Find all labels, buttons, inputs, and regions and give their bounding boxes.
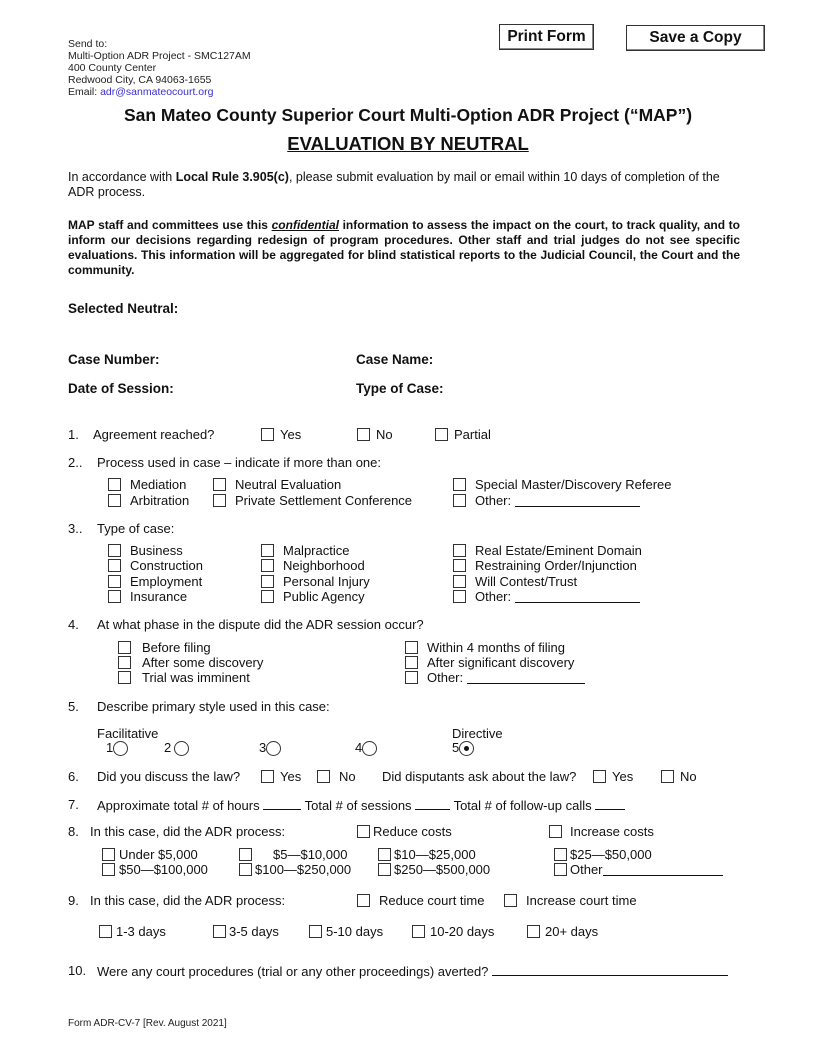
checkbox[interactable] [527, 925, 540, 938]
option-label: Personal Injury [283, 574, 370, 589]
q9-reduce-court-time[interactable] [357, 893, 485, 908]
hours-blank[interactable] [263, 797, 301, 810]
checkbox[interactable] [213, 478, 226, 491]
option-label: Yes [612, 769, 634, 784]
q9-days-5-10[interactable] [309, 924, 383, 939]
option-label: Before filing [142, 640, 211, 655]
q5-text: Describe primary style used in this case: [97, 699, 330, 714]
checkbox[interactable] [453, 544, 466, 557]
option-label: No [680, 769, 697, 784]
option-label: Other: [475, 589, 512, 604]
q8-number: 8. [68, 824, 79, 839]
q1-text: Agreement reached? [93, 427, 215, 442]
q3-text: Type of case: [97, 521, 175, 536]
checkbox[interactable] [357, 894, 370, 907]
q3-option-real-estate[interactable] [453, 543, 642, 558]
checkbox[interactable] [239, 848, 252, 861]
option-label: Public Agency [283, 589, 365, 604]
q6-ask-yes[interactable] [593, 769, 633, 784]
q3-option-restraining-order[interactable] [453, 558, 637, 573]
option-label: Trial was imminent [142, 670, 250, 685]
checkbox[interactable] [118, 641, 131, 654]
q9-increase-court-time[interactable] [504, 893, 637, 908]
checkbox[interactable] [239, 863, 252, 876]
option-label: No [339, 769, 356, 784]
checkbox[interactable] [102, 863, 115, 876]
q2-other-blank[interactable] [515, 494, 640, 507]
option-label: Increase costs [570, 824, 654, 839]
radio-button[interactable] [174, 741, 189, 756]
style-option-1[interactable] [106, 740, 128, 756]
calls-label: Total # of follow-up calls [453, 798, 592, 813]
q8-other-blank[interactable] [603, 863, 723, 876]
option-label: Other: [475, 493, 512, 508]
address-line-project: Multi-Option ADR Project - SMC127AM [68, 50, 251, 62]
option-label: Other [570, 862, 603, 877]
q3-option-other[interactable] [453, 589, 640, 604]
calls-blank[interactable] [595, 797, 625, 810]
option-label: 3-5 days [229, 924, 279, 939]
q10-number: 10. [68, 963, 87, 978]
local-rule: Local Rule 3.905(c) [175, 170, 289, 184]
q8-range-100-250000[interactable] [239, 862, 351, 877]
radio-button[interactable] [362, 741, 377, 756]
scale-number: 2 [164, 740, 172, 755]
q2-text: Process used in case – indicate if more than one: [97, 455, 381, 470]
q3-option-neighborhood[interactable] [261, 558, 365, 573]
option-label: Mediation [130, 477, 187, 492]
checkbox[interactable] [108, 590, 121, 603]
q8-range-10-25000[interactable] [378, 847, 476, 862]
case-name-label: Case Name: [356, 352, 434, 367]
q8-range-25-50000[interactable] [554, 847, 652, 862]
checkbox[interactable] [661, 770, 674, 783]
q8-range-other[interactable] [554, 862, 723, 877]
q3-option-public-agency[interactable] [261, 589, 365, 604]
option-label: After significant discovery [427, 655, 575, 670]
q2-option-arbitration[interactable] [108, 493, 189, 508]
sessions-blank[interactable] [415, 797, 450, 810]
radio-button[interactable] [266, 741, 281, 756]
scale-number: 1 [106, 740, 114, 755]
style-option-5[interactable] [452, 740, 474, 756]
case-number-label: Case Number: [68, 352, 160, 367]
option-label: Malpractice [283, 543, 350, 558]
option-label: Employment [130, 574, 203, 589]
option-label: $100—$250,000 [255, 862, 352, 877]
option-label: Other: [427, 670, 464, 685]
scale-number: 5 [452, 740, 460, 755]
sessions-label: Total # of sessions [304, 798, 412, 813]
checkbox[interactable] [378, 848, 391, 861]
q6-discuss-no[interactable] [317, 769, 356, 784]
address-line-city: Redwood City, CA 94063-1655 [68, 74, 212, 86]
option-label: Partial [454, 427, 491, 442]
intro-paragraph [68, 170, 740, 200]
q6-text-discuss-law: Did you discuss the law? [97, 769, 241, 784]
checkbox[interactable] [108, 494, 121, 507]
hours-label: Approximate total # of hours [97, 798, 260, 813]
q3-option-personal-injury[interactable] [261, 574, 370, 589]
q4-option-after-some-discovery[interactable] [118, 655, 263, 670]
q4-text: At what phase in the dispute did the ADR session occur? [97, 617, 424, 632]
checkbox[interactable] [118, 671, 131, 684]
form-id-footer: Form ADR-CV-7 [Rev. August 2021] [68, 1018, 227, 1029]
q2-option-private-settlement[interactable] [213, 493, 412, 508]
option-label: Arbitration [130, 493, 190, 508]
checkbox[interactable] [357, 825, 370, 838]
checkbox[interactable] [504, 894, 517, 907]
style-option-3[interactable] [259, 740, 281, 756]
radio-button[interactable] [113, 741, 128, 756]
checkbox[interactable] [108, 478, 121, 491]
checkbox[interactable] [213, 925, 226, 938]
checkbox[interactable] [261, 770, 274, 783]
option-label: 5-10 days [326, 924, 384, 939]
q1-number: 1. [68, 427, 79, 442]
q2-option-special-master[interactable] [453, 477, 672, 492]
checkbox[interactable] [357, 428, 370, 441]
checkbox[interactable] [412, 925, 425, 938]
q4-option-trial-imminent[interactable] [118, 670, 250, 685]
q7-number: 7. [68, 797, 79, 812]
q10-line [97, 963, 728, 979]
option-label: Under $5,000 [119, 847, 198, 862]
option-label: Insurance [130, 589, 188, 604]
option-label: $5—$10,000 [273, 847, 348, 862]
checkbox[interactable] [261, 428, 274, 441]
option-label: Private Settlement Conference [235, 493, 413, 508]
option-label: Reduce costs [373, 824, 452, 839]
q8-reduce-costs[interactable] [357, 824, 452, 839]
q10-answer-blank[interactable] [492, 963, 728, 976]
option-label: 20+ days [545, 924, 599, 939]
option-label: $25—$50,000 [570, 847, 652, 862]
checkbox[interactable] [261, 590, 274, 603]
scale-number: 3 [259, 740, 267, 755]
q3-other-blank[interactable] [515, 590, 640, 603]
checkbox[interactable] [317, 770, 330, 783]
option-label: Construction [130, 558, 203, 573]
checkbox[interactable] [261, 544, 274, 557]
checkbox[interactable] [554, 848, 567, 861]
q7-line [97, 797, 625, 813]
q5-number: 5. [68, 699, 79, 714]
date-of-session-label: Date of Session: [68, 381, 174, 396]
checkbox[interactable] [405, 656, 418, 669]
q2-number: 2.. [68, 455, 83, 470]
checkbox[interactable] [261, 559, 274, 572]
option-label: $50—$100,000 [119, 862, 208, 877]
option-label: Restraining Order/Injunction [475, 558, 637, 573]
q4-other-blank[interactable] [467, 671, 585, 684]
checkbox[interactable] [453, 494, 466, 507]
confidential-paragraph [68, 218, 740, 278]
style-option-4[interactable] [355, 740, 377, 756]
option-label: $250—$500,000 [394, 862, 491, 877]
option-label: 10-20 days [430, 924, 495, 939]
checkbox[interactable] [99, 925, 112, 938]
checkbox[interactable] [118, 656, 131, 669]
checkbox[interactable] [435, 428, 448, 441]
scale-number: 4 [355, 740, 363, 755]
q3-option-will-contest[interactable] [453, 574, 577, 589]
q9-days-1-3[interactable] [99, 924, 166, 939]
option-label: Yes [280, 427, 302, 442]
q4-number: 4. [68, 617, 79, 632]
q8-text: In this case, did the ADR process: [90, 824, 286, 839]
option-label: Neighborhood [283, 558, 365, 573]
q1-option-partial[interactable] [435, 427, 491, 442]
q4-option-other[interactable] [405, 670, 585, 685]
confidential-after: information to assess the impact on the court, to track quality, and to inform our decisions regarding redesign of program procedures. Other staff and trial judges do not see specific evaluations. This information will be aggregated for blind statistical reports to the Judicial Council, the Court and the community. [68, 218, 741, 277]
q10-text: Were any court procedures (trial or any other proceedings) averted? [97, 964, 489, 979]
checkbox[interactable] [549, 825, 562, 838]
checkbox[interactable] [453, 478, 466, 491]
intro-suffix: , please submit evaluation by mail or email within 10 days of completion of the ADR process. [68, 170, 720, 199]
option-label: Neutral Evaluation [235, 477, 342, 492]
q3-option-business[interactable] [108, 543, 183, 558]
option-label: No [376, 427, 393, 442]
q6-ask-no[interactable] [661, 769, 697, 784]
send-to-label: Send to: [68, 38, 108, 50]
q8-increase-costs[interactable] [549, 824, 654, 839]
q3-option-malpractice[interactable] [261, 543, 349, 558]
q4-option-within-4-months[interactable] [405, 640, 565, 655]
q6-number: 6. [68, 769, 79, 784]
checkbox[interactable] [453, 559, 466, 572]
option-label: Real Estate/Eminent Domain [475, 543, 642, 558]
q3-option-employment[interactable] [108, 574, 202, 589]
address-line-street: 400 County Center [68, 62, 157, 74]
page-title: San Mateo County Superior Court Multi-Option ADR Project (“MAP”) [123, 105, 693, 125]
checkbox[interactable] [593, 770, 606, 783]
page-subtitle: EVALUATION BY NEUTRAL [287, 133, 529, 154]
checkbox[interactable] [453, 575, 466, 588]
q6-discuss-yes[interactable] [261, 769, 301, 784]
q3-option-construction[interactable] [108, 558, 203, 573]
style-option-2[interactable] [164, 740, 189, 756]
q1-option-yes[interactable] [261, 427, 301, 442]
checkbox[interactable] [108, 544, 121, 557]
checkbox[interactable] [554, 863, 567, 876]
print-form-button[interactable]: Print Form [499, 24, 594, 50]
q8-range-250-500000[interactable] [378, 862, 490, 877]
email-link[interactable]: adr@sanmateocourt.org [100, 86, 214, 98]
checkbox[interactable] [213, 494, 226, 507]
confidential-before: MAP staff and committees use this [68, 218, 272, 232]
q9-days-10-20[interactable] [412, 924, 494, 939]
scale-right-label: Directive [452, 726, 503, 741]
selected-neutral-label: Selected Neutral: [68, 301, 179, 316]
option-label: Yes [280, 769, 302, 784]
checkbox[interactable] [405, 641, 418, 654]
q9-text: In this case, did the ADR process: [90, 893, 286, 908]
q6-text-ask-law: Did disputants ask about the law? [382, 769, 577, 784]
checkbox[interactable] [108, 575, 121, 588]
q8-range-50-100000[interactable] [102, 862, 208, 877]
q2-option-neutral-evaluation[interactable] [213, 477, 341, 492]
save-copy-button[interactable]: Save a Copy [626, 25, 765, 51]
q4-option-after-significant-discovery[interactable] [405, 655, 574, 670]
q8-range-under-5000[interactable] [102, 847, 198, 862]
q3-option-insurance[interactable] [108, 589, 187, 604]
intro-prefix: In accordance with [68, 170, 176, 184]
option-label: Within 4 months of filing [427, 640, 566, 655]
option-label: Increase court time [526, 893, 637, 908]
option-label: Business [130, 543, 183, 558]
q9-days-3-5[interactable] [213, 924, 279, 939]
q8-range-5-10000[interactable] [239, 847, 347, 862]
q9-days-20-plus[interactable] [527, 924, 598, 939]
checkbox[interactable] [261, 575, 274, 588]
checkbox[interactable] [108, 559, 121, 572]
email-line [68, 86, 251, 98]
q2-option-other[interactable] [453, 493, 640, 508]
q2-option-mediation[interactable] [108, 477, 186, 492]
q1-option-no[interactable] [357, 427, 393, 442]
option-label: Will Contest/Trust [475, 574, 578, 589]
radio-button-selected[interactable] [459, 741, 474, 756]
email-label: Email: [68, 86, 101, 98]
scale-left-label: Facilitative [97, 726, 159, 741]
q9-number: 9. [68, 893, 79, 908]
confidential-emphasis: confidential [271, 218, 339, 232]
checkbox[interactable] [378, 863, 391, 876]
option-label: 1-3 days [116, 924, 166, 939]
checkbox[interactable] [309, 925, 322, 938]
checkbox[interactable] [102, 848, 115, 861]
type-of-case-label: Type of Case: [356, 381, 444, 396]
q4-option-before-filing[interactable] [118, 640, 211, 655]
option-label: $10—$25,000 [394, 847, 476, 862]
option-label: After some discovery [142, 655, 264, 670]
send-to-address [68, 38, 251, 98]
q3-number: 3.. [68, 521, 83, 536]
checkbox[interactable] [453, 590, 466, 603]
option-label: Reduce court time [379, 893, 485, 908]
option-label: Special Master/Discovery Referee [475, 477, 672, 492]
checkbox[interactable] [405, 671, 418, 684]
